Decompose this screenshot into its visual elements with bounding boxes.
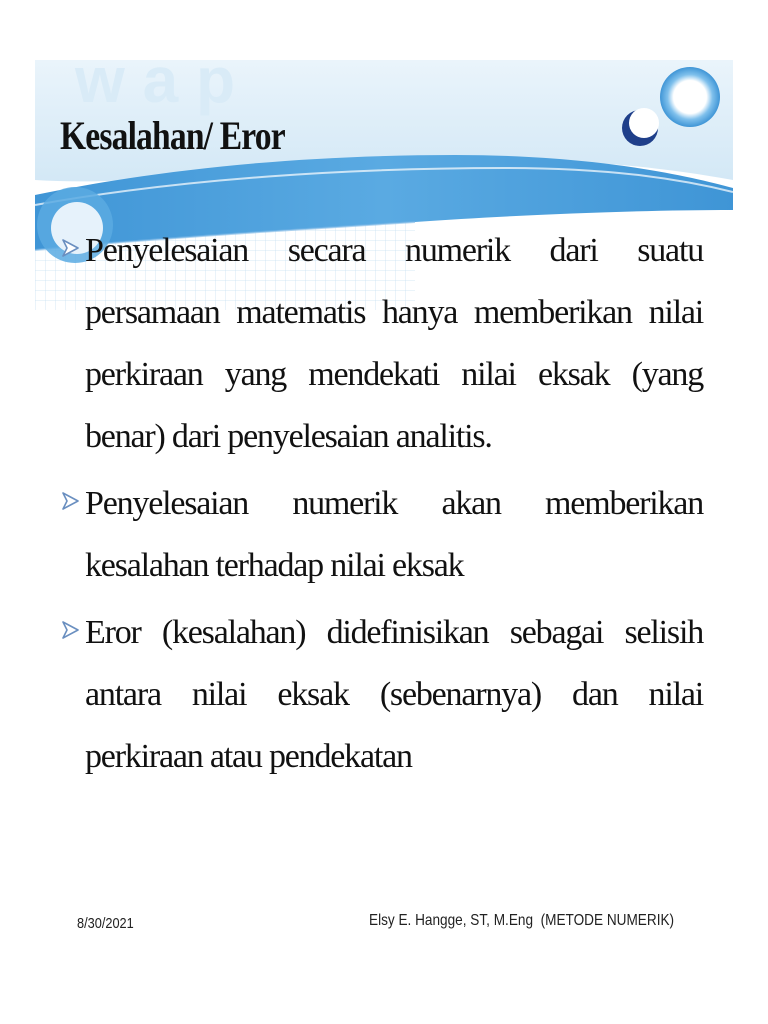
svg-text:w a p: w a p: [75, 60, 236, 116]
footer-author: Elsy E. Hangge, ST, M.Eng (METODE NUMERIK): [369, 912, 675, 929]
bullet-text: Penyelesaian numerik akan memberikan kesalahan terhadap nilai eksak: [85, 485, 703, 584]
bullet-list: [53, 220, 703, 793]
presentation-slide: [35, 60, 733, 960]
footer-date: 8/30/2021: [77, 915, 134, 932]
bullet-item: [53, 602, 703, 788]
arrowhead-bullet-icon: [59, 237, 81, 259]
arrowhead-bullet-icon: [59, 619, 81, 641]
bullet-text: Penyelesaian secara numerik dari suatu persamaan matematis hanya memberikan nilai perkiraan yang mendekati nilai eksak (yang benar) dari penyelesaian analitis.: [85, 232, 703, 455]
slide-title: Kesalahan/ Eror: [60, 113, 285, 158]
arrowhead-bullet-icon: [59, 490, 81, 512]
bullet-item: [53, 220, 703, 468]
bullet-text: Eror (kesalahan) didefinisikan sebagai selisih antara nilai eksak (sebenarnya) dan nilai perkiraan atau pendekatan: [85, 614, 703, 775]
bullet-item: [53, 473, 703, 597]
